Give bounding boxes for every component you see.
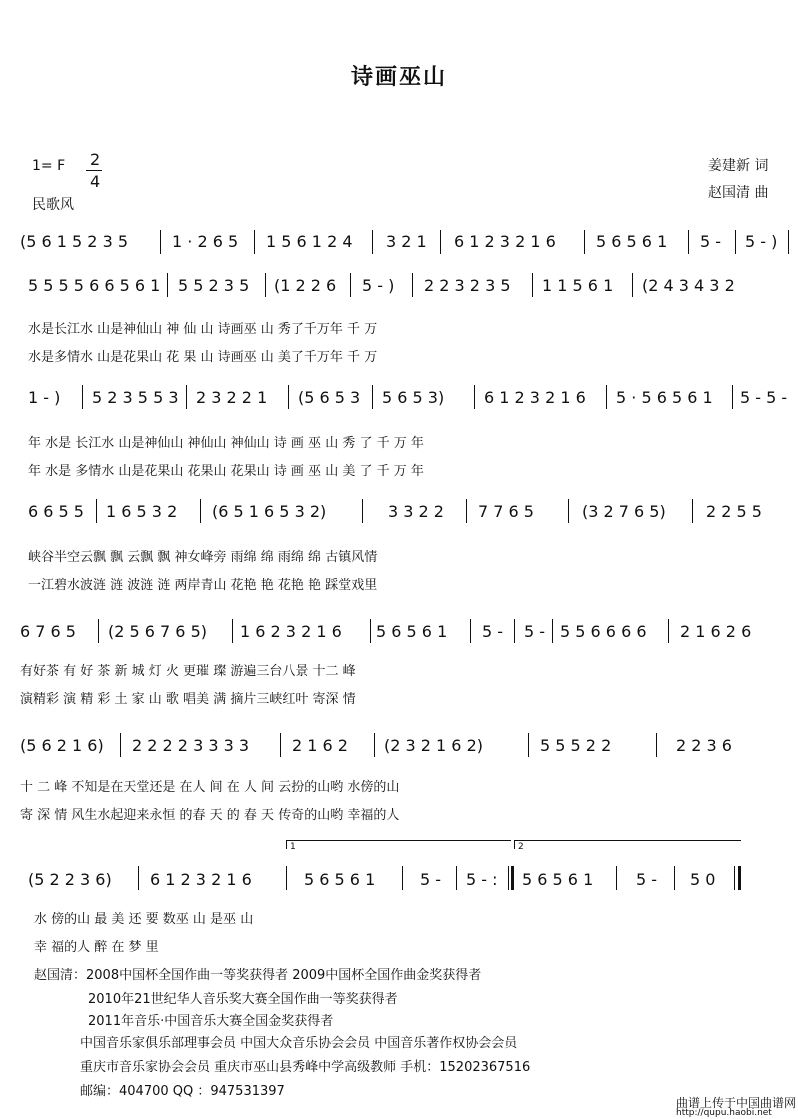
measure: (2 4 3 4 3 2 bbox=[642, 276, 735, 295]
measure: 2 1 6 2 6 bbox=[680, 622, 752, 641]
barline bbox=[466, 499, 467, 523]
barline bbox=[656, 733, 657, 757]
measure: (2 5 6 7 6 5) bbox=[108, 622, 207, 641]
lyrics-verse-2: 寄 深 情 风生水起迎来永恒 的春 天 的 春 天 传奇的山哟 幸福的人 bbox=[20, 808, 400, 823]
measure: 5 6 5 3) bbox=[382, 388, 445, 407]
first-ending-label: 1 bbox=[290, 842, 296, 852]
credit-line: 2011年音乐·中国音乐大赛全国金奖获得者 bbox=[88, 1014, 334, 1029]
lyrics-verse-2: 幸 福的人 醉 在 梦 里 bbox=[34, 940, 159, 955]
barline bbox=[514, 619, 515, 643]
barline bbox=[552, 619, 553, 643]
barline bbox=[98, 619, 99, 643]
measure: 5 - bbox=[636, 870, 658, 889]
barline bbox=[402, 866, 403, 890]
lyrics-verse-2: 水是多情水 山是花果山 花 果 山 诗画巫 山 美了千万年 千 万 bbox=[28, 350, 378, 365]
measure: 7 7 6 5 bbox=[478, 502, 534, 521]
score-title: 诗画巫山 bbox=[350, 65, 447, 90]
lyrics-verse-2: 年 水是 多情水 山是花果山 花果山 花果山 诗 画 巫 山 美 了 千 万 年 bbox=[28, 464, 424, 479]
site-url[interactable]: http://qupu.haobi.net bbox=[676, 1108, 772, 1118]
measure: 5 6 5 6 1 bbox=[304, 870, 376, 889]
measure: 1 1 5 6 1 bbox=[542, 276, 614, 295]
barline bbox=[160, 230, 161, 254]
measure: 6 7 6 5 bbox=[20, 622, 76, 641]
measure: 1 6 2 3 2 1 6 bbox=[240, 622, 342, 641]
barline bbox=[96, 499, 97, 523]
barline bbox=[286, 866, 287, 890]
measure: (5 6 5 3 bbox=[298, 388, 361, 407]
barline bbox=[120, 733, 121, 757]
time-signature-top: 2 bbox=[90, 150, 101, 169]
lyrics-verse-1: 峡谷半空云飘 飘 云飘 飘 神女峰旁 雨绵 绵 雨绵 绵 古镇风情 bbox=[28, 550, 378, 565]
measure: 5 5 2 3 5 bbox=[178, 276, 250, 295]
barline bbox=[440, 230, 441, 254]
measure: (5 2 2 3 6) bbox=[28, 870, 112, 889]
first-ending-bracket bbox=[286, 840, 511, 849]
measure: 5 - : bbox=[466, 870, 498, 889]
measure: (6 5 1 6 5 3 2) bbox=[212, 502, 327, 521]
style-marking: 民歌风 bbox=[32, 197, 74, 213]
measure: 2 2 2 2 3 3 3 3 bbox=[132, 736, 250, 755]
measure: 2 3 2 2 1 bbox=[196, 388, 268, 407]
barline bbox=[374, 733, 375, 757]
measure: 5 5 6 6 6 6 bbox=[560, 622, 647, 641]
barline bbox=[456, 866, 457, 890]
time-signature-bottom: 4 bbox=[90, 172, 101, 191]
key-signature: 1= F bbox=[32, 158, 66, 174]
barline bbox=[265, 273, 266, 297]
barline bbox=[372, 230, 373, 254]
second-ending-label: 2 bbox=[518, 842, 524, 852]
measure: 6 1 2 3 2 1 6 bbox=[454, 232, 556, 251]
barline bbox=[470, 619, 471, 643]
barline bbox=[200, 499, 201, 523]
lyrics-verse-1: 年 水是 长江水 山是神仙山 神仙山 神仙山 诗 画 巫 山 秀 了 千 万 年 bbox=[28, 436, 424, 451]
credit-line: 2010年21世纪华人音乐奖大赛全国作曲一等奖获得者 bbox=[88, 992, 398, 1007]
barline bbox=[606, 385, 607, 409]
measure: 5 5 5 2 2 bbox=[540, 736, 612, 755]
measure: 1 5 6 1 2 4 bbox=[266, 232, 353, 251]
barline bbox=[732, 385, 733, 409]
barline bbox=[280, 733, 281, 757]
site-watermark: 曲谱上传于中国曲谱网 bbox=[676, 1096, 797, 1110]
measure: 2 2 5 5 bbox=[706, 502, 762, 521]
barline bbox=[474, 385, 475, 409]
barline bbox=[412, 273, 413, 297]
barline bbox=[370, 619, 371, 643]
lyrics-verse-1: 有好茶 有 好 茶 新 城 灯 火 更璀 璨 游遍三台八景 十二 峰 bbox=[20, 664, 356, 679]
measure: 5 · 5 6 5 6 1 bbox=[616, 388, 713, 407]
measure: 5 6 5 6 1 bbox=[522, 870, 594, 889]
measure: 5 - ) bbox=[745, 232, 778, 251]
measure: 5 5 5 5 6 6 5 6 1 bbox=[28, 276, 161, 295]
measure: 5 - bbox=[482, 622, 504, 641]
barline bbox=[511, 866, 514, 890]
barline bbox=[254, 230, 255, 254]
measure: 6 1 2 3 2 1 6 bbox=[150, 870, 252, 889]
measure: 6 1 2 3 2 1 6 bbox=[484, 388, 586, 407]
barline bbox=[232, 619, 233, 643]
measure: 5 2 3 5 5 3 bbox=[92, 388, 179, 407]
measure: 3 2 1 bbox=[386, 232, 427, 251]
measure: 5 - bbox=[700, 232, 722, 251]
barline bbox=[616, 866, 617, 890]
barline bbox=[568, 499, 569, 523]
lyrics-verse-1: 水 傍的山 最 美 还 要 数巫 山 是巫 山 bbox=[34, 912, 254, 927]
barline bbox=[167, 273, 168, 297]
time-signature-line bbox=[86, 170, 102, 171]
measure: 2 2 3 6 bbox=[676, 736, 732, 755]
barline bbox=[372, 385, 373, 409]
measure: 1 - ) bbox=[28, 388, 61, 407]
measure: 5 0 bbox=[690, 870, 716, 889]
barline bbox=[688, 230, 689, 254]
barline bbox=[138, 866, 139, 890]
credit-line: 赵国清：2008中国杯全国作曲一等奖获得者 2009中国杯全国作曲金奖获得者 bbox=[34, 968, 482, 983]
measure: (5 6 1 5 2 3 5 bbox=[20, 232, 129, 251]
lyrics-verse-1: 水是长江水 山是神仙山 神 仙 山 诗画巫 山 秀了千万年 千 万 bbox=[28, 322, 378, 337]
measure: (1 2 2 6 bbox=[274, 276, 337, 295]
measure: 5 - 5 - bbox=[740, 388, 788, 407]
measure: 6 6 5 5 bbox=[28, 502, 84, 521]
barline bbox=[362, 499, 363, 523]
composer-credit: 赵国清 曲 bbox=[708, 185, 769, 201]
barline bbox=[186, 385, 187, 409]
second-ending-bracket bbox=[514, 840, 741, 849]
measure: 5 6 5 6 1 bbox=[596, 232, 668, 251]
measure: 5 - ) bbox=[362, 276, 395, 295]
barline bbox=[584, 230, 585, 254]
lyrics-verse-2: 演精彩 演 精 彩 土 家 山 歌 唱美 满 摘片三峡红叶 寄深 情 bbox=[20, 692, 356, 707]
lyrics-verse-2: 一江碧水波涟 涟 波涟 涟 两岸青山 花艳 艳 花艳 艳 踩堂戏里 bbox=[28, 578, 378, 593]
measure: 1 · 2 6 5 bbox=[172, 232, 239, 251]
measure: 2 2 3 2 3 5 bbox=[424, 276, 511, 295]
credit-line: 中国音乐家俱乐部理事会员 中国大众音乐协会会员 中国音乐著作权协会会员 bbox=[80, 1036, 518, 1051]
measure: 5 - bbox=[524, 622, 546, 641]
lyrics-verse-1: 十 二 峰 不知是在天堂还是 在人 间 在 人 间 云扮的山哟 水傍的山 bbox=[20, 780, 400, 795]
credit-line: 重庆市音乐家协会会员 重庆市巫山县秀峰中学高级教师 手机：15202367516 bbox=[80, 1060, 531, 1075]
barline bbox=[350, 273, 351, 297]
measure: (5 6 2 1 6) bbox=[20, 736, 104, 755]
credit-line: 邮编：404700 QQ ：947531397 bbox=[80, 1084, 285, 1099]
lyricist-credit: 姜建新 词 bbox=[708, 158, 769, 174]
measure: 5 6 5 6 1 bbox=[376, 622, 448, 641]
measure: 2 1 6 2 bbox=[292, 736, 348, 755]
barline bbox=[735, 230, 736, 254]
barline bbox=[668, 619, 669, 643]
barline bbox=[508, 866, 509, 890]
barline bbox=[288, 385, 289, 409]
measure: 3 3 2 2 bbox=[388, 502, 444, 521]
barline bbox=[528, 733, 529, 757]
measure: (3 2 7 6 5) bbox=[582, 502, 666, 521]
barline bbox=[738, 866, 741, 890]
measure: 5 - bbox=[420, 870, 442, 889]
barline bbox=[734, 866, 735, 890]
barline bbox=[674, 866, 675, 890]
barline bbox=[632, 273, 633, 297]
barline bbox=[82, 385, 83, 409]
measure: (2 3 2 1 6 2) bbox=[384, 736, 483, 755]
barline bbox=[532, 273, 533, 297]
measure: 1 6 5 3 2 bbox=[106, 502, 178, 521]
barline bbox=[692, 499, 693, 523]
barline bbox=[788, 230, 789, 254]
